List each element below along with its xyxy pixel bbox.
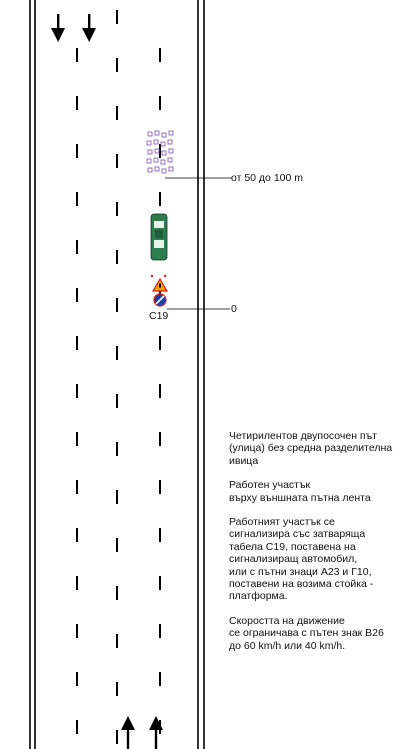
lane-dividers — [77, 10, 160, 749]
down-arrow-icon — [82, 14, 96, 42]
zero-label: 0 — [231, 303, 237, 315]
sign-code-label: C19 — [149, 310, 169, 322]
note-work-zone: Работен участък върху външната пътна лента — [229, 479, 371, 504]
down-arrow-icon — [51, 14, 65, 42]
distance-label: от 50 до 100 m — [231, 172, 303, 184]
note-signalization: Работният участък се сигнализира със затваряща табела С19, поставена на сигнализиращ автомобил, или с пътни знаци А23 и Г10, поставени на возима стойка - платформа. — [229, 516, 374, 603]
warning-sign-icon — [153, 279, 167, 291]
car-icon — [151, 214, 167, 260]
marker-dot — [164, 275, 166, 277]
note-speed-limit: Скоростта на движение се ограничава с пътен знак В26 до 60 km/h или 40 km/h. — [229, 614, 384, 652]
note-road-type: Четирилентов двупосочен път (улица) без средна разделителна ивица — [229, 430, 393, 467]
up-arrow-icon — [121, 716, 135, 749]
closure-sign-icon — [154, 294, 166, 306]
explanation-notes — [229, 430, 415, 664]
marker-dot — [151, 275, 153, 277]
